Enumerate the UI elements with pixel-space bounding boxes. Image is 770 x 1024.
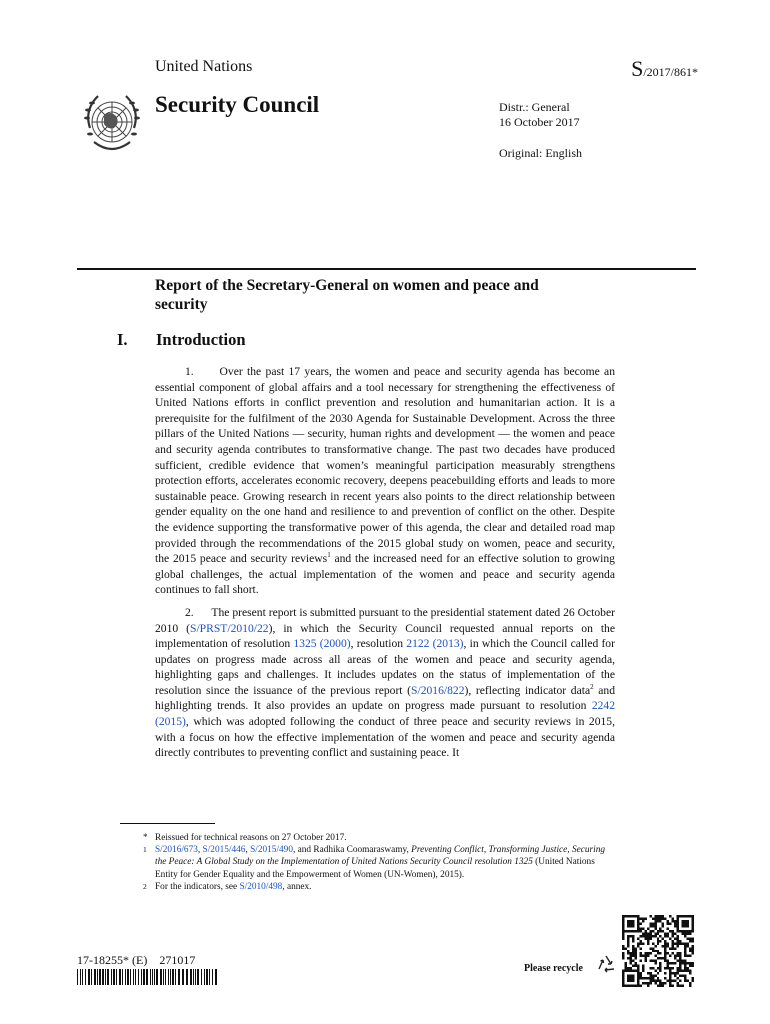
- section-title: Introduction: [156, 330, 246, 349]
- paragraph-text: , resolution: [350, 637, 407, 651]
- footnote-text: For the indicators, see: [155, 881, 240, 892]
- paragraph-text: and highlighting trends. It also provides an update on progress made pursuant to resolution: [155, 683, 615, 713]
- recycle-icon: [594, 953, 618, 977]
- paragraph-text: , which was adopted following the conduct of three peace and security reviews in 2015, with a focus on how the effective implementation of the women and peace and security agenda directly contributes to preventing conflict and sustaining peace. It: [155, 715, 615, 760]
- footnote-book-title: Preventing Conflict, Transforming Justice, Securing the Peace: A Global Study on the Implementation of United Nations Security Council resolution 1325: [155, 845, 605, 868]
- footnote-marker: 1: [143, 845, 147, 855]
- distribution-block: [499, 100, 582, 161]
- footnote-ref-2[interactable]: 2: [590, 683, 594, 692]
- footnote-text: , and Radhika Coomaraswamy,: [292, 845, 412, 856]
- footnote-1: [140, 844, 615, 881]
- council-name: Security Council: [155, 92, 320, 117]
- org-name: United Nations: [155, 58, 253, 75]
- report-title: Report of the Secretary-General on women and peace and security: [155, 277, 539, 313]
- section-number: I.: [117, 330, 128, 349]
- document-code: 17-18255* (E) 271017: [77, 953, 196, 967]
- section-heading: [117, 330, 246, 350]
- body-text: [155, 364, 615, 768]
- link-s-2016-673[interactable]: S/2016/673: [155, 845, 198, 856]
- link-resolution-2122[interactable]: 2122 (2013): [406, 637, 464, 651]
- footnote-text: , annex.: [282, 881, 312, 892]
- paragraph-text: and the increased need for an effective solution to growing global challenges, the actual implementation of the women and peace and security agenda continues to fall short.: [155, 552, 615, 597]
- link-s-prst-2010-22[interactable]: S/PRST/2010/22: [190, 621, 269, 635]
- un-emblem-icon: [78, 90, 146, 158]
- document-symbol: [631, 56, 698, 82]
- paragraph-text: ), reflecting indicator data: [464, 683, 591, 697]
- footnote-text: Reissued for technical reasons on 27 October 2017.: [155, 833, 347, 843]
- footnote-star: [140, 832, 615, 844]
- footnote-text: (United Nations Entity for Gender Equality and the Empowerment of Women (UN-Women), 2015).: [155, 857, 595, 880]
- link-s-2015-490[interactable]: S/2015/490: [250, 845, 293, 856]
- footnotes: [140, 832, 615, 893]
- symbol-number: /2017/861*: [643, 65, 698, 79]
- footnote-marker: 2: [143, 881, 147, 891]
- link-s-2010-498[interactable]: S/2010/498: [239, 881, 283, 892]
- symbol-letter: S: [631, 56, 644, 81]
- link-s-2016-822[interactable]: S/2016/822: [411, 683, 465, 697]
- paragraph-2: [155, 605, 615, 761]
- header-rule: [77, 268, 696, 270]
- distribution-type: Distr.: General: [499, 100, 570, 114]
- paragraph-text: , in which the Council called for updates on progress made across all areas of the women and peace and security agenda, highlighting gaps and challenges. It includes updates on the status of implementation of the resolution since the issuance of the previous report (: [155, 637, 615, 697]
- link-resolution-2242[interactable]: 2242 (2015): [155, 699, 615, 729]
- original-language: Original: English: [499, 146, 582, 160]
- footnote-text: ,: [245, 845, 251, 856]
- recycle-note: Please recycle: [524, 963, 583, 974]
- footnote-2: [140, 881, 615, 893]
- link-resolution-1325[interactable]: 1325 (2000): [293, 637, 351, 651]
- barcode-icon: [77, 969, 217, 985]
- paragraph-text: 1. Over the past 17 years, the women and peace and security agenda has become an essential component of global affairs and a tool necessary for strengthening the effectiveness of United Nations efforts in conflict prevention and resolution and humanitarian action. It is a prerequisite for the fulfilment of the 2030 Agenda for Sustainable Development. Across the three pillars of the United Nations — security, human rights and development — the women and peace and security agenda contributes to transformative change. The past two decades have produced sufficient, credible evidence that women’s meaningful participation measurably strengthens protection efforts, accelerates economic recovery, deepens peacebuilding efforts and leads to more sustainable peace. Growing research in recent years also points to the direct relationship between gender equality on the one hand and resilience to and prevention of conflict on the other. Despite the evidence supporting the transformative power of this agenda, the clear and detailed road map provided through the recommendations of the 2015 global study on women, peace and security, the 2015 peace and security reviews: [155, 365, 615, 566]
- footnote-rule: [120, 823, 215, 824]
- link-s-2015-446[interactable]: S/2015/446: [202, 845, 246, 856]
- footnote-marker: *: [143, 833, 148, 843]
- paragraph-1: [155, 364, 615, 598]
- footnote-ref-1[interactable]: 1: [327, 551, 331, 560]
- qr-code-icon: [622, 915, 694, 987]
- document-date: 16 October 2017: [499, 115, 580, 129]
- paragraph-text: ), in which the Security Council requested annual reports on the implementation of resolution: [155, 621, 615, 651]
- paragraph-text: 2. The present report is submitted pursuant to the presidential statement dated 26 October 2010 (: [155, 605, 615, 635]
- footnote-text: ,: [197, 845, 203, 856]
